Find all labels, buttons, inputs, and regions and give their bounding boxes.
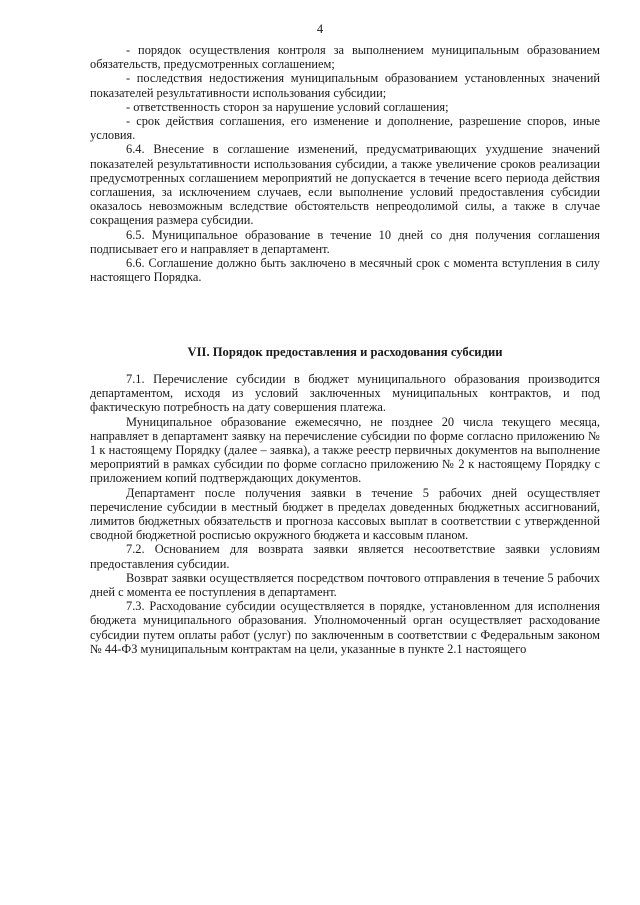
paragraph-control-order: - порядок осуществления контроля за выполнением муниципальным образованием обязательств, предусмотренных соглашением; — [90, 43, 600, 72]
section-6-text — [90, 43, 600, 284]
paragraph-term: - срок действия соглашения, его изменение и дополнение, разрешение споров, иные условия. — [90, 114, 600, 143]
paragraph-7-2: 7.2. Основанием для возврата заявки является несоответствие заявки условиям предоставления субсидии. — [90, 542, 600, 571]
paragraph-consequences: - последствия недостижения муниципальным образованием установленных значений показателей результативности использования субсидии; — [90, 71, 600, 100]
paragraph-6-4: 6.4. Внесение в соглашение изменений, предусматривающих ухудшение значений показателей результативности использования субсидии, а также увеличение сроков реализации предусмотренных соглашением мероприятий не допускается в течение всего периода действия соглашения, за исключением случаев, если выполнение условий предоставления субсидии оказалось невозможным вследствие обстоятельств непреодолимой силы, а также в случае сокращения размера субсидии. — [90, 142, 600, 228]
paragraph-6-5: 6.5. Муниципальное образование в течение 10 дней со дня получения соглашения подписывает его и направляет в департамент. — [90, 227, 600, 256]
paragraph-department-transfer: Департамент после получения заявки в течение 5 рабочих дней осуществляет перечисление субсидии в местный бюджет в пределах доведенных бюджетных ассигнований, лимитов бюджетных обязательств и прогноза кассовых выплат в соответствии с утвержденной сводной бюджетной росписью окружного бюджета и кассовым планом. — [90, 485, 600, 543]
paragraph-7-1: 7.1. Перечисление субсидии в бюджет муниципального образования производится департаментом, исходя из условий заключенных муниципальных контрактов, и под фактическую потребность на дату совершения платежа. — [90, 372, 600, 415]
paragraph-responsibility: - ответственность сторон за нарушение условий соглашения; — [126, 99, 449, 114]
section-7-heading: VII. Порядок предоставления и расходования субсидии — [187, 345, 503, 359]
paragraph-7-3: 7.3. Расходование субсидии осуществляется в порядке, установленном для исполнения бюджета муниципального образования. Уполномоченный орган осуществляет расходование субсидии путем оплаты работ (услуг) по заключенным в соответствии с Федеральным законом № 44-ФЗ муниципальным контрактам на цели, указанные в пункте 2.1 настоящего — [90, 599, 600, 656]
paragraph-monthly-request: Муниципальное образование ежемесячно, не позднее 20 числа текущего месяца, направляет в департамент заявку на перечисление субсидии по форме согласно приложению № 1 к настоящему Порядку (далее – заявка), а также реестр первичных документов на выполнение мероприятий в рамках субсидии по форме согласно приложению № 2 к настоящему Порядку с приложением копий подтверждающих документов. — [90, 414, 600, 486]
paragraph-6-6: 6.6. Соглашение должно быть заключено в месячный срок с момента вступления в силу настоящего Порядка. — [90, 256, 600, 285]
section-7-text — [90, 372, 600, 656]
page-number: 4 — [316, 22, 324, 36]
paragraph-return: Возврат заявки осуществляется посредством почтового отправления в течение 5 рабочих дней с момента ее поступления в департамент. — [90, 570, 600, 600]
